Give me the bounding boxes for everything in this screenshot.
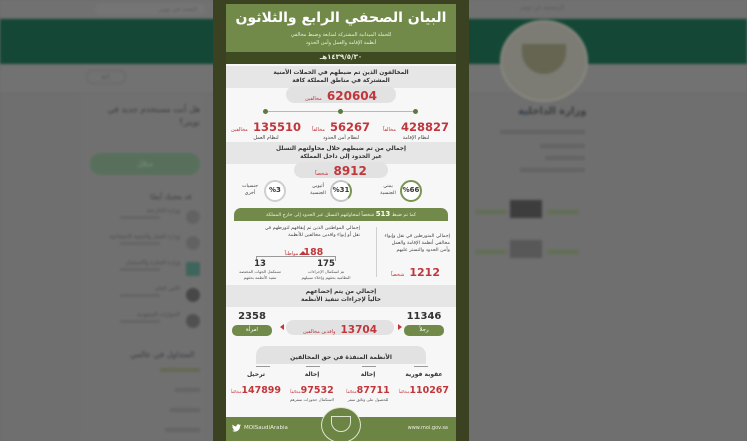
measure-unit: مخالفاً [398, 389, 410, 394]
stat-value: 56267 [330, 120, 371, 134]
ministry-emblem-icon [321, 407, 361, 441]
account-name: الجوازات السعودية [137, 312, 180, 318]
total-unit: شخصاً [315, 171, 329, 177]
follow-button[interactable]: تابع [86, 70, 126, 84]
measure-note: للحصول على وثائق سفر [347, 397, 389, 402]
text-line: مخالفي أنظمة الإقامة والعمل [391, 241, 450, 246]
measure-deportation [228, 371, 284, 397]
measure-immediate-penalty [396, 371, 452, 397]
heading-line: حالياً لإجراءات تنفيذ الأنظمة [301, 297, 381, 303]
section5-heading [256, 346, 426, 364]
stat-labor [231, 116, 301, 141]
arrow-up-icon [299, 251, 307, 255]
stat-border [306, 116, 376, 141]
section2-total [294, 162, 388, 178]
emblem-shape [331, 416, 351, 432]
separator [414, 366, 428, 367]
strip-prefix: كما تم ضبط [391, 213, 417, 218]
infographic-image [226, 4, 456, 441]
account-name: الأمن العام [155, 286, 180, 292]
sub-value: 13 [254, 259, 266, 269]
subtitle-line: أنظمة الإقامة والعمل وأمن الحدود [305, 39, 377, 46]
bullet-dot [263, 109, 268, 114]
measure-referral-documents [340, 371, 396, 402]
measure-value: 97532 [300, 385, 334, 396]
ring-label [306, 184, 330, 197]
women-label: امرأة [232, 325, 272, 336]
men-label: رجلاً [404, 325, 444, 336]
sub-label: تنفيذ الأنظمة بحقهم [243, 274, 277, 280]
total-unit: وافدين مخالفين [302, 329, 336, 335]
sub-label: تستكمل الجهات المختصة [239, 269, 281, 274]
search-input[interactable]: البحث في تويتر [95, 4, 205, 15]
heading-line: عبر الحدود إلى داخل المملكة [300, 154, 382, 160]
strip-value: 513 [375, 210, 391, 218]
section3 [226, 221, 456, 285]
account-name: وزارة العمل والتنمية الاجتماعية [109, 234, 180, 240]
twitter-handle [232, 424, 288, 432]
transport-harbor-text [376, 233, 450, 254]
arrow-right-icon [398, 324, 402, 330]
total-value: 188 [303, 247, 324, 258]
total-value: 8912 [333, 164, 367, 178]
heading-line: إجمالي من يتم إخضاعهم [305, 289, 377, 295]
infographic-subtitle [226, 32, 456, 47]
handle-text: MOISaudiArabia [244, 425, 288, 431]
strip-suffix: شخصاً لمحاولتهم التسلل عبر الحدود إلى خارج المملكة [265, 213, 375, 218]
measure-value: 147899 [241, 385, 282, 396]
measure-unit: مخالفاً [230, 389, 242, 394]
section1-total [286, 86, 396, 103]
measure-unit: مخالفاً [346, 389, 357, 394]
outbound-infiltration-strip [234, 208, 448, 221]
text-line: وأمن الحدود والتستر عليهم [396, 248, 450, 253]
total-unit: شخصاً [391, 272, 405, 278]
heading-line: إجمالي من تم ضبطهم خلال محاولتهم التسلل [276, 146, 406, 152]
measure-referral-booking [284, 371, 340, 402]
heading-text: الأنظمة المنفذة في حق المخالفين [290, 354, 392, 361]
stat-unit: مخالفاً [311, 127, 325, 133]
total-value: 1212 [409, 266, 440, 279]
stat-value: 135510 [252, 120, 301, 134]
text-line: نقل أو إيواء وافدين مخالفين للأنظمة [288, 233, 360, 238]
label-line: أخرى [244, 190, 256, 196]
citizens-text [240, 225, 360, 239]
measure-title: إحالة [304, 371, 320, 378]
trends-title: المتداول في عالمي [130, 350, 195, 359]
arrow-left-icon [280, 324, 284, 330]
percent-ring-ethiopian: %31 [330, 180, 352, 202]
subtitle-line: للحملة الميدانية المشتركة لمتابعة وضبط مخالفي [290, 32, 392, 38]
website-url: www.moi.gov.sa [407, 425, 448, 431]
heading-line: المشتركة في مناطق المملكة كافة [292, 78, 390, 84]
transport-harbor-total [391, 261, 440, 280]
infographic-title: البيان الصحفي الرابع والثلاثون [235, 10, 447, 26]
women-value: 2358 [238, 311, 266, 322]
heading-line: المخالفون الذين تم ضبطهم في الحملات الأمنية [273, 70, 409, 76]
sub-label: النظامية بحقهم وإخلاء سبيلهم [301, 274, 351, 280]
bullet-dot [338, 109, 343, 114]
section4-heading [226, 285, 456, 307]
who-to-follow-title: قد يعجبك أيضًا [150, 193, 192, 201]
signup-prompt: هل أنت مستخدم جديد في تويتر؟ [107, 105, 200, 128]
total-unit: مواطناً [284, 251, 299, 257]
separator [306, 366, 320, 367]
men-value: 11346 [406, 311, 442, 322]
account-name: وزارة الخارجية [146, 208, 180, 214]
section1-heading [226, 66, 456, 88]
stat-unit: مخالفين [231, 127, 248, 133]
stat-residency [381, 116, 451, 141]
sub-value: 175 [317, 259, 335, 269]
separator [256, 366, 270, 367]
account-name: وزارة التجارة والاستثمار [125, 260, 180, 266]
text-line: إجمالي المواطنين الذين تم إيقافهم لتورطهم في [264, 226, 360, 231]
measure-value: 87711 [356, 385, 390, 396]
stat-label: لنظام العمل [253, 135, 279, 141]
label-line: يمني [383, 184, 393, 189]
date-bar [226, 52, 456, 64]
total-value: 13704 [340, 324, 378, 336]
stat-unit: مخالفاً [382, 127, 396, 133]
label-line: جنسيات [241, 184, 259, 189]
citizens-pending [232, 259, 288, 280]
bullet-dot [413, 109, 418, 114]
total-unit: مخالفين [305, 96, 322, 102]
date: ١٤٣٩/٥/٣٠هـ [319, 53, 363, 61]
ring-label [376, 184, 400, 197]
text-line: إجمالي المتورطين في نقل وإيواء [384, 234, 450, 239]
measure-value: 110267 [409, 385, 450, 396]
measure-unit: مخالفاً [290, 389, 301, 394]
top-nav[interactable]: الرئيسية عن تويتر [520, 4, 565, 11]
label-line: أثيوبي [312, 184, 324, 189]
section4-total [286, 320, 394, 335]
profile-name[interactable]: وزارة الداخلية [518, 106, 587, 117]
citizens-released [296, 259, 356, 280]
percent-ring-other: %3 [264, 180, 286, 202]
measure-title: عقوبة فورية [405, 371, 443, 378]
measure-note: لاستكمال حجوزات سفرهم [289, 397, 335, 402]
section2-heading [226, 142, 456, 164]
infographic-header [226, 4, 456, 52]
stat-label: لنظام أمن الحدود [322, 135, 360, 141]
section1-breakdown [226, 116, 456, 140]
infographic-footer [226, 417, 456, 441]
percent-ring-yemeni: %66 [400, 180, 422, 202]
sub-label: تم استكمال الإجراءات [307, 269, 345, 274]
twitter-icon [232, 424, 241, 432]
label-line: الجنسية [380, 190, 396, 196]
stat-label: لنظام الإقامة [402, 135, 430, 141]
total-value: 620604 [326, 89, 377, 103]
measure-title: إحالة [360, 371, 376, 378]
measure-title: ترحيل [246, 371, 266, 378]
separator [362, 366, 376, 367]
ring-label [238, 184, 262, 197]
signup-button[interactable]: سجّل [90, 153, 200, 175]
label-line: الجنسية [310, 190, 326, 196]
stat-value: 428827 [401, 120, 450, 134]
